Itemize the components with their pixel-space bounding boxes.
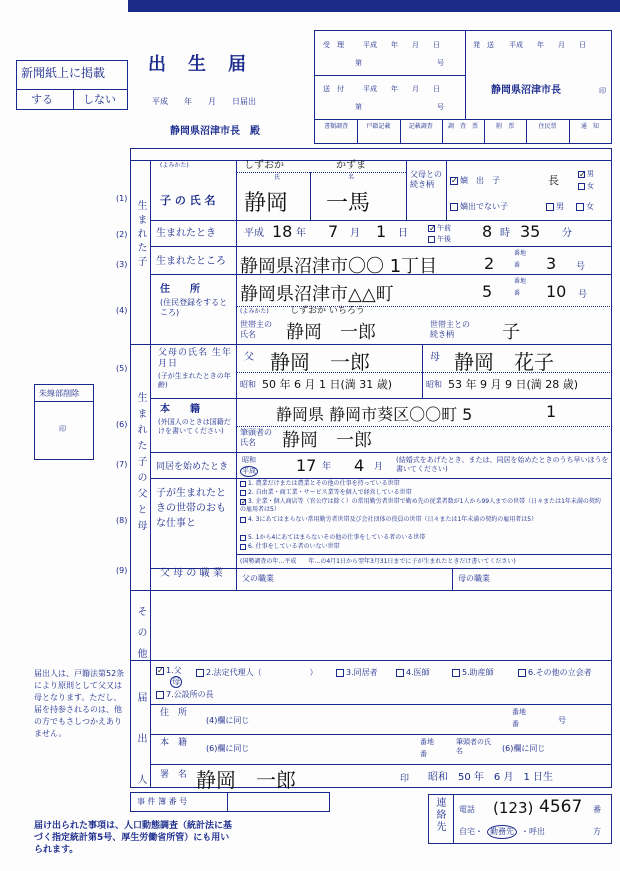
child-furigana-first[interactable]: かずま: [336, 160, 366, 171]
job-option-3[interactable]: [240, 498, 606, 514]
qual-6-label: 6.その他の立会者: [528, 668, 592, 677]
qual-1-label: 1.父: [166, 666, 182, 675]
chakushutsu-not-label: 嫡出でない子: [460, 202, 508, 211]
job-checkbox-4[interactable]: [240, 517, 246, 523]
shinai-option[interactable]: しない: [83, 93, 116, 106]
office-column-0: 書類調査: [324, 123, 349, 130]
juri-go: 号: [437, 59, 444, 67]
qual-7[interactable]: [156, 690, 214, 700]
birth-tsuki: 月: [350, 228, 360, 239]
tel-ban: 番: [593, 805, 601, 814]
notifier-hittousha-label: 筆頭者の氏名: [456, 738, 491, 755]
tel-area[interactable]: (123): [493, 799, 534, 817]
qual-5[interactable]: [452, 668, 494, 678]
soufu-date: 平成 年 月 日: [363, 85, 440, 93]
father-label: 父: [244, 352, 254, 363]
pm-checkbox[interactable]: [428, 236, 435, 243]
correction-box: [34, 384, 94, 460]
bottom-note: 届け出られた事項は、人口動態調査（統計法に基づく指定統計第5号、厚生労働省所管）にも用いられます。: [34, 821, 233, 855]
job-option-label: 5. 1から4にあてはまらないその他の仕事をしている者のいる世帯: [248, 534, 426, 541]
row-num-6: (6): [116, 420, 128, 429]
side-notifier: 届 出 人: [135, 692, 146, 799]
office-column-2: 記載調査: [408, 123, 433, 130]
address-sub: (住民登録をするところ): [160, 298, 228, 317]
job-option-label: 3. 企業・個人商店等（官公庁は除く）の常用勤労者世帯で勤め先の従業者数が1人から99人までの世帯（日々または1年未満の契約の雇用者は5）: [240, 498, 601, 513]
birth-era: 平成: [244, 228, 264, 239]
male-checkbox[interactable]: ✓: [579, 169, 586, 179]
soufu-label: 送 付: [323, 85, 344, 93]
side-child: 生まれた子: [135, 200, 146, 270]
qual-1-checkbox[interactable]: ✓: [157, 665, 164, 675]
signature-in: 印: [400, 774, 410, 784]
notifier-banchi2: 番地: [420, 738, 434, 746]
relation-label: 父母との続き柄: [410, 170, 442, 189]
notifier-notice: 届出人は、戸籍法第52条により原則として父又は母となります。ただし、届を持参されるのは、他の方でもさしつかえありません。: [34, 669, 125, 738]
female-label: 女: [587, 182, 594, 190]
birth-order[interactable]: 長: [548, 174, 559, 187]
father-showa: 昭和: [240, 380, 256, 389]
address-label: 住 所: [160, 284, 200, 295]
birth-ban-label: 番: [514, 262, 521, 269]
contact-box: [428, 794, 612, 844]
newspaper-label: 新聞紙上に掲載: [21, 66, 106, 80]
notifier-ban2: 番: [420, 750, 427, 758]
mother-name[interactable]: 静岡 花子: [454, 350, 554, 374]
birth-fun: 分: [562, 228, 572, 239]
addressee: 静岡県沼津市長 殿: [170, 126, 260, 137]
notifier-banchi: 番地: [512, 708, 526, 716]
qual-3-checkbox[interactable]: [336, 669, 344, 677]
chakushutsu-opt[interactable]: [450, 176, 500, 186]
child-last-name[interactable]: 静岡: [244, 191, 289, 216]
job-option-5[interactable]: [240, 534, 606, 542]
kata-label: 方: [593, 827, 601, 836]
row-num-1: (1): [116, 194, 128, 203]
qual-5-label: 5.助産師: [462, 668, 494, 677]
birth-hour[interactable]: 8: [482, 222, 493, 241]
notifier-honseki-label: 本 籍: [160, 738, 188, 748]
row-num-2: (2): [116, 230, 128, 239]
qual-4[interactable]: [396, 668, 430, 678]
father-job-label: 父の職業: [242, 574, 274, 583]
job-checkbox-5[interactable]: [240, 535, 246, 541]
birth-go-label: 号: [576, 262, 586, 272]
tel-number[interactable]: 4567: [539, 797, 583, 817]
male-opt[interactable]: [578, 170, 594, 179]
job-checkbox-2[interactable]: [240, 490, 246, 496]
female2-opt[interactable]: [576, 202, 594, 212]
correction-seal: 印: [59, 425, 66, 433]
householder-rel-label: 世帯主との続き柄: [430, 320, 470, 339]
householder-yomi-label: (よみかた): [240, 308, 269, 315]
address-banchi[interactable]: 5: [482, 282, 493, 301]
chakushutsu-checkbox[interactable]: ✓: [451, 175, 458, 185]
honseki-sub: (外国人のときは国籍だけを書いてください): [158, 418, 231, 435]
job-label: 子が生まれたときの世帯のおもな仕事と: [156, 488, 226, 529]
submission-date: 平成 年 月 日届出: [152, 97, 256, 106]
householder-rel[interactable]: 子: [502, 322, 520, 343]
juri-label: 受 理: [323, 41, 344, 49]
mother-label: 母: [430, 352, 440, 363]
jiken-box: [130, 792, 330, 812]
chakushutsu-not-opt[interactable]: [450, 202, 508, 212]
dokyo-label: 同居を始めたとき: [156, 462, 229, 472]
birth-place-label: 生まれたところ: [156, 256, 226, 267]
householder-label: 世帯主の氏名: [240, 320, 272, 339]
male2-checkbox[interactable]: [546, 203, 554, 211]
soufu-dai: 第: [355, 103, 362, 111]
dokyo-note: (結婚式をあげたとき、または、同居を始めたときのうち早いほうを書いてください): [396, 456, 609, 473]
chakushutsu-not-checkbox[interactable]: [450, 203, 458, 211]
chakushutsu-label: 嫡 出 子: [460, 176, 500, 185]
job-option-4[interactable]: [240, 516, 606, 524]
row-num-8: (8): [116, 516, 128, 525]
honseki-banchi[interactable]: 1: [546, 402, 557, 421]
birth-banchi[interactable]: 2: [484, 254, 495, 273]
notifier-honseki-same: (6)欄に同じ: [206, 744, 250, 753]
office-column-1: 戸籍記載: [366, 123, 391, 130]
office-seal: 印: [599, 87, 606, 95]
row-num-3: (3): [116, 260, 128, 269]
yobidashi-label[interactable]: ・呼出: [521, 827, 545, 836]
birth-time-label: 生まれたとき: [156, 228, 216, 239]
child-name-label: 子 の 氏 名: [160, 194, 216, 207]
top-band: [128, 0, 620, 12]
birth-day[interactable]: 1: [376, 222, 387, 241]
qual-3[interactable]: [336, 668, 378, 678]
birth-year[interactable]: 18: [272, 222, 293, 241]
hasso-date: 平成 年 月 日: [509, 41, 586, 49]
pm-opt[interactable]: [428, 235, 451, 244]
qual-4-checkbox[interactable]: [396, 669, 404, 677]
row-num-7: (7): [116, 460, 128, 469]
notifier-ban: 番: [512, 720, 519, 728]
female2-checkbox[interactable]: [576, 203, 584, 211]
job-checkbox-6[interactable]: [240, 544, 246, 550]
notifier-address-label: 住 所: [160, 708, 188, 718]
address-ban-label: 番: [514, 290, 521, 297]
kinmusaki-circled[interactable]: 勤務先: [487, 825, 517, 839]
female2-label: 女: [586, 202, 594, 211]
address[interactable]: 静岡県沼津市△△町: [240, 284, 394, 305]
contact-label: 連絡先: [434, 797, 445, 833]
job-option-label: 4. 3にあてはまらない常用勤労者世帯及び会社団体の役員の世帯（日々または1年未満の契約の雇用者は5）: [248, 516, 538, 523]
juri-dai: 第: [355, 59, 362, 67]
job-checkbox-3[interactable]: ✓: [241, 497, 247, 506]
mother-showa: 昭和: [426, 380, 442, 389]
soufu-go: 号: [437, 103, 444, 111]
birth-minute[interactable]: 35: [520, 222, 541, 241]
signature-date[interactable]: 昭和 50 年 6 月 1 日生: [428, 772, 553, 783]
signature[interactable]: 静岡 一郎: [196, 768, 296, 792]
signature-label: 署 名: [160, 770, 188, 780]
birth-go[interactable]: 3: [546, 254, 557, 273]
office-mayor: 静岡県沼津市長: [491, 85, 561, 96]
side-other: そ の 他: [135, 606, 146, 663]
jitaku-label[interactable]: 自宅・: [459, 827, 483, 836]
qual-7-label: 7.公設所の長: [166, 690, 214, 699]
job-option-label: 1. 農業だけまたは農業とその他の仕事を持っている世帯: [248, 480, 400, 487]
side-parents: 生まれた子の父と母: [135, 392, 146, 536]
jiken-label: 事 件 簿 番 号: [137, 797, 188, 806]
juri-date: 平成 年 月 日: [363, 41, 440, 49]
newspaper-box: [16, 60, 128, 110]
birth-place[interactable]: 静岡県沼津市〇〇 1丁目: [240, 256, 438, 277]
yomikata-label: (よみかた): [160, 162, 189, 169]
row-num-4: (4): [116, 306, 128, 315]
correction-label: 朱線部削除: [39, 389, 79, 398]
child-first-name[interactable]: 一馬: [326, 191, 371, 216]
notifier-address-same: (4)欄に同じ: [206, 716, 250, 725]
female-opt[interactable]: [578, 182, 594, 191]
dokyo-year[interactable]: 17: [296, 456, 317, 475]
notifier-go: 号: [558, 716, 566, 725]
job-option-6[interactable]: [240, 543, 606, 551]
dokyo-heisei[interactable]: 平成: [242, 467, 256, 475]
qual-3-label: 3.同居者: [346, 668, 378, 677]
qual-6[interactable]: [518, 668, 592, 678]
qual-5-checkbox[interactable]: [452, 669, 460, 677]
birth-ji: 時: [500, 228, 510, 239]
office-column-4: 附 票: [496, 123, 515, 130]
tel-label: 電話: [459, 805, 475, 814]
mother-job-label: 母の職業: [458, 574, 490, 583]
row-num-5: (5): [116, 364, 128, 373]
qual-6-checkbox[interactable]: [518, 669, 526, 677]
job-option-1[interactable]: [240, 480, 606, 488]
mei-label: 名: [348, 174, 355, 181]
birth-hi: 日: [398, 228, 408, 239]
male2-opt[interactable]: [546, 202, 564, 212]
address-banchi-label: 番地: [514, 278, 527, 285]
female-checkbox[interactable]: [578, 183, 585, 190]
qual-7-checkbox[interactable]: [156, 691, 164, 699]
dokyo-nen: 年: [322, 462, 332, 472]
householder[interactable]: 静岡 一郎: [286, 322, 376, 343]
office-column-6: 通 知: [580, 123, 599, 130]
dokyo-tsuki: 月: [374, 462, 384, 472]
suru-option[interactable]: する: [31, 93, 53, 106]
dokyo-month[interactable]: 4: [354, 456, 365, 475]
address-go[interactable]: 10: [546, 282, 567, 301]
father-birthdate[interactable]: 50 年 6 月 1 日(満 31 歳): [262, 378, 393, 391]
father-name[interactable]: 静岡 一郎: [270, 350, 370, 374]
qual-1[interactable]: [156, 666, 182, 676]
qual-2-label: 2.法定代理人（ ）: [206, 668, 318, 677]
notifier-hittousha-same: (6)欄に同じ: [502, 744, 546, 753]
mother-birthdate[interactable]: 53 年 9 月 9 日(満 28 歳): [448, 378, 579, 391]
pm-label: 午後: [437, 235, 451, 243]
am-label: 午前: [437, 224, 451, 232]
parents-label: 父母の氏名 生年月日: [158, 348, 232, 369]
job-option-label: 6. 仕事をしている者のいない世帯: [248, 543, 340, 550]
qual-2-checkbox[interactable]: [196, 669, 204, 677]
am-opt[interactable]: [428, 224, 451, 233]
job-option-2[interactable]: [240, 489, 606, 497]
job-checkbox-1[interactable]: [240, 481, 246, 487]
hittousha-name[interactable]: 静岡 一郎: [282, 430, 372, 451]
birth-banchi-label: 番地: [514, 250, 527, 257]
uji-label: 氏: [274, 174, 281, 181]
hittousha-label: 筆頭者の氏名: [240, 428, 272, 447]
honseki[interactable]: 静岡県 静岡市葵区〇〇町 5: [276, 405, 473, 424]
page-title: 出 生 届: [148, 54, 248, 75]
address-go-label: 号: [578, 290, 588, 300]
birth-month[interactable]: 7: [328, 222, 339, 241]
qual-mother-circled[interactable]: 母: [172, 677, 180, 686]
am-checkbox[interactable]: ✓: [429, 223, 436, 233]
office-box: [314, 30, 612, 144]
honseki-label: 本 籍: [160, 404, 200, 415]
dokyo-showa: 昭和: [242, 456, 256, 464]
job-option-label: 2. 自由業・商工業・サービス業等を個人で経営している世帯: [248, 489, 412, 496]
occupation-note: (国勢調査の年…平成 年…の4月1日から翌年3月31日までに子が生まれたときだけ書いてください): [240, 558, 516, 565]
occupation-label: 父 母 の 職 業: [160, 568, 223, 579]
male-label: 男: [587, 170, 594, 178]
office-column-3: 調 査 票: [447, 123, 478, 130]
office-column-5: 住民票: [538, 123, 557, 130]
hasso-label: 発 送: [473, 41, 494, 49]
birth-nen: 年: [296, 228, 306, 239]
householder-yomi[interactable]: しずおか いちろう: [290, 306, 365, 316]
qual-4-label: 4.医師: [406, 668, 430, 677]
qual-2[interactable]: [196, 668, 318, 678]
row-num-9: (9): [116, 566, 128, 575]
child-furigana-last[interactable]: しずおか: [244, 160, 284, 171]
parents-sub: (子が生まれたときの年齢): [158, 372, 231, 389]
male2-label: 男: [556, 202, 564, 211]
